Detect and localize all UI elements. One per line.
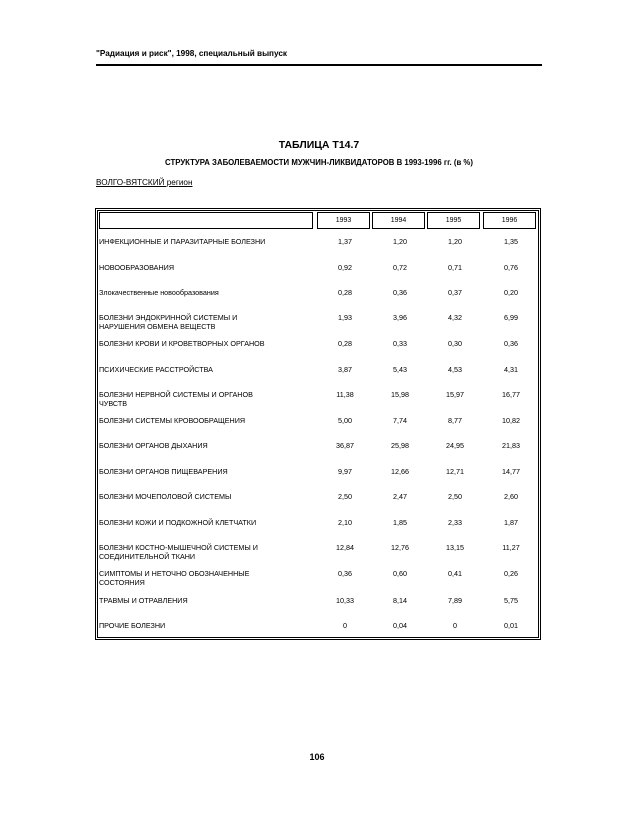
value-cell-1994: 0,72 [393, 263, 407, 272]
row-label-line: БОЛЕЗНИ ОРГАНОВ ДЫХАНИЯ [99, 441, 208, 450]
table-title: ТАБЛИЦА Т14.7 [278, 139, 360, 151]
row-label-line: НОВООБРАЗОВАНИЯ [99, 263, 175, 272]
header-rule [96, 64, 542, 66]
row-label [99, 569, 314, 587]
value-cell-1994: 3,96 [393, 313, 407, 322]
row-label [99, 441, 314, 450]
value-cell-1995: 12,71 [446, 467, 464, 476]
value-cell-1993: 0,28 [338, 339, 352, 348]
row-label-line: БОЛЕЗНИ КРОВИ И КРОВЕТВОРНЫХ ОРГАНОВ [99, 339, 265, 348]
value-cell-1993: 9,97 [338, 467, 352, 476]
value-cell-1996: 4,31 [504, 365, 518, 374]
row-label-line: БОЛЕЗНИ СИСТЕМЫ КРОВООБРАЩЕНИЯ [99, 416, 246, 425]
row-label [99, 467, 314, 476]
value-cell-1994: 5,43 [393, 365, 407, 374]
value-cell-1994: 0,36 [393, 288, 407, 297]
value-cell-1996: 0,76 [504, 263, 518, 272]
value-cell-1993: 11,38 [336, 390, 354, 399]
value-cell-1994: 0,60 [393, 569, 407, 578]
value-cell-1995: 1,20 [448, 237, 462, 246]
value-cell-1994: 8,14 [393, 596, 407, 605]
value-cell-1996: 1,35 [504, 237, 518, 246]
row-label-line: БОЛЕЗНИ ОРГАНОВ ПИЩЕВАРЕНИЯ [99, 467, 228, 476]
year-header-1993: 1993 [317, 212, 370, 229]
value-cell-1993: 36,87 [336, 441, 354, 450]
value-cell-1994: 12,76 [391, 543, 409, 552]
year-header-1995: 1995 [427, 212, 480, 229]
row-label [99, 365, 314, 374]
row-label-line: БОЛЕЗНИ КОЖИ И ПОДКОЖНОЙ КЛЕТЧАТКИ [99, 518, 257, 527]
row-label [99, 263, 314, 272]
value-cell-1995: 0 [453, 621, 457, 630]
value-cell-1996: 0,01 [504, 621, 518, 630]
row-label [99, 313, 314, 331]
value-cell-1993: 2,50 [338, 492, 352, 501]
table-subtitle: СТРУКТУРА ЗАБОЛЕВАЕМОСТИ МУЖЧИН-ЛИКВИДАТОРОВ В 1993-1996 гг. (в %) [165, 158, 473, 167]
value-cell-1995: 4,32 [448, 313, 462, 322]
value-cell-1994: 15,98 [391, 390, 409, 399]
value-cell-1994: 2,47 [393, 492, 407, 501]
value-cell-1996: 0,36 [504, 339, 518, 348]
row-label-line: ТРАВМЫ И ОТРАВЛЕНИЯ [99, 596, 188, 605]
value-cell-1995: 24,95 [446, 441, 464, 450]
value-cell-1994: 7,74 [393, 416, 407, 425]
value-cell-1996: 2,60 [504, 492, 518, 501]
row-label-line: СОЕДИНИТЕЛЬНОЙ ТКАНИ [99, 552, 196, 561]
row-label-line: ЧУВСТВ [99, 399, 128, 408]
value-cell-1994: 1,20 [393, 237, 407, 246]
page-number: 106 [309, 752, 325, 762]
row-label-line: БОЛЕЗНИ НЕРВНОЙ СИСТЕМЫ И ОРГАНОВ [99, 390, 253, 399]
value-cell-1996: 21,83 [502, 441, 520, 450]
value-cell-1993: 1,93 [338, 313, 352, 322]
value-cell-1993: 3,87 [338, 365, 352, 374]
row-label [99, 339, 314, 348]
value-cell-1995: 15,97 [446, 390, 464, 399]
row-label [99, 518, 314, 527]
value-cell-1995: 2,50 [448, 492, 462, 501]
value-cell-1995: 8,77 [448, 416, 462, 425]
value-cell-1993: 10,33 [336, 596, 354, 605]
value-cell-1996: 6,99 [504, 313, 518, 322]
row-label [99, 492, 314, 501]
value-cell-1993: 12,84 [336, 543, 354, 552]
row-label-line: СОСТОЯНИЯ [99, 578, 145, 587]
value-cell-1995: 0,41 [448, 569, 462, 578]
row-label-line: СИМПТОМЫ И НЕТОЧНО ОБОЗНАЧЕННЫЕ [99, 569, 250, 578]
row-label [99, 621, 314, 630]
row-label [99, 543, 314, 561]
value-cell-1996: 1,87 [504, 518, 518, 527]
value-cell-1993: 0,28 [338, 288, 352, 297]
row-label-line: ИНФЕКЦИОННЫЕ И ПАРАЗИТАРНЫЕ БОЛЕЗНИ [99, 237, 266, 246]
row-label [99, 596, 314, 605]
year-header-1994: 1994 [372, 212, 425, 229]
value-cell-1996: 0,20 [504, 288, 518, 297]
value-cell-1996: 10,82 [502, 416, 520, 425]
value-cell-1996: 11,27 [502, 543, 520, 552]
row-label [99, 288, 314, 297]
value-cell-1996: 14,77 [502, 467, 520, 476]
year-header-1996: 1996 [483, 212, 536, 229]
row-label [99, 390, 314, 408]
value-cell-1993: 5,00 [338, 416, 352, 425]
region-label: ВОЛГО-ВЯТСКИЙ регион [96, 178, 193, 187]
value-cell-1995: 13,15 [446, 543, 464, 552]
value-cell-1996: 16,77 [502, 390, 520, 399]
journal-header: "Радиация и риск", 1998, специальный выпуск [96, 49, 288, 58]
value-cell-1994: 0,33 [393, 339, 407, 348]
row-label-line: НАРУШЕНИЯ ОБМЕНА ВЕЩЕСТВ [99, 322, 216, 331]
row-label-line: БОЛЕЗНИ КОСТНО-МЫШЕЧНОЙ СИСТЕМЫ И [99, 543, 258, 552]
value-cell-1994: 12,66 [391, 467, 409, 476]
value-cell-1995: 2,33 [448, 518, 462, 527]
row-label [99, 237, 314, 246]
value-cell-1993: 2,10 [338, 518, 352, 527]
value-cell-1995: 7,89 [448, 596, 462, 605]
row-label-line: БОЛЕЗНИ МОЧЕПОЛОВОЙ СИСТЕМЫ [99, 492, 232, 501]
value-cell-1993: 1,37 [338, 237, 352, 246]
value-cell-1993: 0,36 [338, 569, 352, 578]
row-label-line: БОЛЕЗНИ ЭНДОКРИННОЙ СИСТЕМЫ И [99, 313, 238, 322]
value-cell-1994: 1,85 [393, 518, 407, 527]
row-label-line: Злокачественные новообразования [99, 288, 219, 297]
value-cell-1995: 0,71 [448, 263, 462, 272]
value-cell-1996: 0,26 [504, 569, 518, 578]
value-cell-1994: 25,98 [391, 441, 409, 450]
row-label-line: ПСИХИЧЕСКИЕ РАССТРОЙСТВА [99, 365, 213, 374]
row-label [99, 416, 314, 425]
value-cell-1995: 0,30 [448, 339, 462, 348]
row-label-line: ПРОЧИЕ БОЛЕЗНИ [99, 621, 166, 630]
value-cell-1994: 0,04 [393, 621, 407, 630]
value-cell-1996: 5,75 [504, 596, 518, 605]
value-cell-1993: 0,92 [338, 263, 352, 272]
value-cell-1995: 4,53 [448, 365, 462, 374]
label-column-header [99, 212, 313, 229]
value-cell-1995: 0,37 [448, 288, 462, 297]
value-cell-1993: 0 [343, 621, 347, 630]
